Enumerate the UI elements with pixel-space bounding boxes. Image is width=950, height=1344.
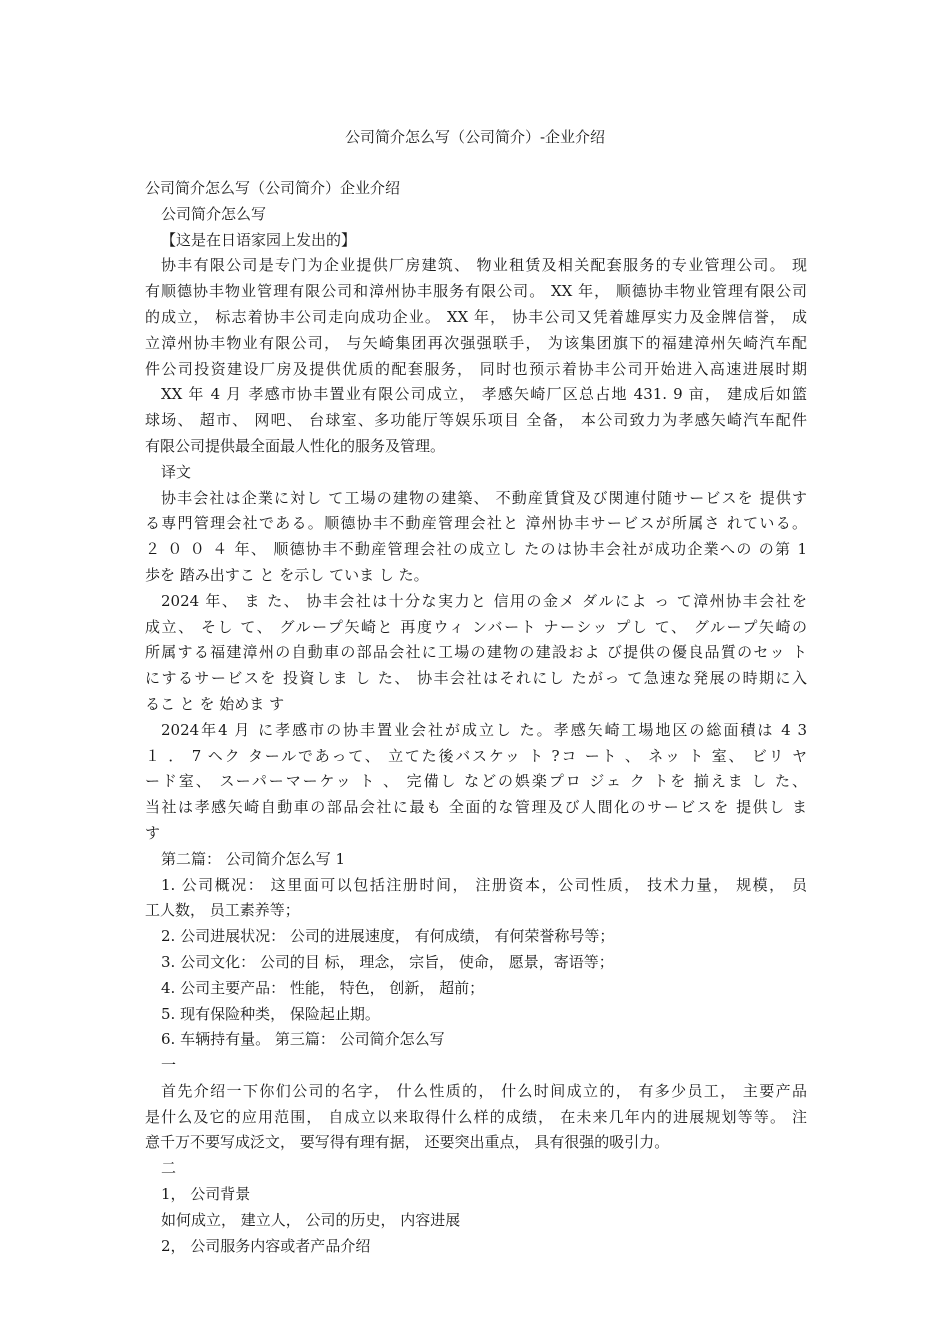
paragraph-line: 2， 公司服务内容或者产品介绍 bbox=[161, 1236, 371, 1255]
document-body bbox=[145, 176, 807, 1259]
paragraph-line: 意千万不要写成泛文， 要写得有理有据， 还要突出重点， 具有很强的吸引力。 bbox=[145, 1133, 670, 1152]
paragraph-line: 立漳州协丰物业有限公司， 与矢崎集团再次强强联手， 为该集团旗下的福建漳州矢崎汽车配 bbox=[145, 333, 807, 352]
paragraph-line: ２ ０ ０ ４ 年、 顺德协丰不動産管理会社の成立し たのは协丰会社が成功企業への の第 1 bbox=[145, 540, 807, 559]
paragraph-line: 协丰会社は企業に対し て工場の建物の建築、 不動産賃貸及び関連付随サービスを 提供す bbox=[161, 488, 807, 507]
paragraph-line: 2024 年、 ま た、 协丰会社は十分な実力と 信用の金メ ダルによ っ て漳州协丰会社を bbox=[161, 591, 807, 610]
paragraph-line: 首先介绍一下你们公司的名字， 什么性质的， 什么时间成立的， 有多少员工， 主要产品 bbox=[161, 1081, 807, 1100]
paragraph-line: る専門管理会社である。顺德协丰不動産管理会社と 漳州协丰サービスが所属さ れている。 bbox=[145, 514, 807, 533]
paragraph-line: 5. 现有保险种类， 保险起止期。 bbox=[161, 1004, 380, 1023]
paragraph-line: 如何成立， 建立人， 公司的历史， 内容进展 bbox=[161, 1210, 461, 1229]
paragraph-line: 歩を 踏み出すこ と を示し ていま し た。 bbox=[145, 565, 429, 584]
paragraph-line: るこ と を 始めま す bbox=[145, 694, 285, 713]
paragraph-line: 公司简介怎么写 bbox=[161, 204, 267, 223]
paragraph-line: 2024年4 月 に孝感市の协丰置业会社が成立し た。孝感矢崎工場地区の総面積は 4 3 bbox=[161, 720, 807, 739]
paragraph-line: 是什么及它的应用范围， 自成立以来取得什么样的成绩， 在未来几年内的进展规划等等。 注 bbox=[145, 1107, 807, 1126]
paragraph-line: 译文 bbox=[161, 462, 192, 481]
paragraph-line: にするサービスを 投資しま し た、 协丰会社はそれにし たがっ て急速な発展の時期に入 bbox=[145, 669, 807, 688]
paragraph-line: 球场、 超市、 网吧、 台球室、多功能厅等娱乐项目 全备， 本公司致力为孝感矢崎汽车配件 bbox=[145, 411, 807, 430]
paragraph-line: 1， 公司背景 bbox=[161, 1185, 251, 1204]
paragraph-line: 所属する福建漳州の自動車の部品会社に工場の建物の建設およ び提供の優良品質のセッ ト bbox=[145, 643, 807, 662]
paragraph-line: 成立、 そし て、 グループ矢崎と 再度ウィ ンバート ナーシッ プし て、 グループ矢崎の bbox=[145, 617, 807, 636]
paragraph-line: ード室、 スーパーマーケッ ト 、 完備し などの娯楽プロ ジェ ク トを 揃えま し た、 bbox=[145, 772, 807, 791]
paragraph-line: 第二篇： 公司简介怎么写 1 bbox=[161, 849, 346, 868]
paragraph-line: 的成立， 标志着协丰公司走向成功企业。 XX 年， 协丰公司又凭着雄厚实力及金牌信誉， 成 bbox=[145, 307, 807, 326]
paragraph-line: 有顺德协丰物业管理有限公司和漳州协丰服务有限公司。 XX 年， 顺德协丰物业管理有限公司 bbox=[145, 282, 807, 301]
paragraph-line: 当社は孝感矢崎自動車の部品会社に最も 全面的な管理及び人間化のサービスを 提供し ま bbox=[145, 798, 807, 817]
paragraph-line: 6. 车辆持有量。 第三篇： 公司简介怎么写 bbox=[161, 1030, 445, 1049]
paragraph-line: 公司简介怎么写（公司简介）企业介绍 bbox=[145, 179, 401, 197]
paragraph-line: 【这是在日语家园上发出的】 bbox=[161, 230, 357, 249]
paragraph-line: 1. 公司概况： 这里面可以包括注册时间， 注册资本，公司性质， 技术力量， 规模， 员 bbox=[161, 875, 807, 894]
paragraph-line: 工人数， 员工素养等； bbox=[145, 901, 300, 920]
paragraph-line: 一 bbox=[161, 1056, 177, 1075]
paragraph-line: 协丰有限公司是专门为企业提供厂房建筑、 物业租赁及相关配套服务的专业管理公司。 现 bbox=[161, 256, 807, 275]
paragraph-line: 2. 公司进展状况： 公司的进展速度， 有何成绩， 有何荣誉称号等； bbox=[161, 927, 615, 946]
paragraph-line: 有限公司提供最全面最人性化的服务及管理。 bbox=[145, 436, 446, 455]
paragraph-line: す bbox=[145, 823, 161, 842]
paragraph-line: 3. 公司文化： 公司的目 标， 理念， 宗旨， 使命， 愿景，寄语等； bbox=[161, 952, 614, 971]
paragraph-line: 4. 公司主要产品： 性能， 特色， 创新， 超前； bbox=[161, 978, 485, 997]
paragraph-line: １ ． 7 ヘク タールであって、 立てた後バスケッ ト ?コ ート 、 ネッ ト 室、 ビリ ヤ bbox=[145, 746, 807, 765]
paragraph-line: XX 年 4 月 孝感市协丰置业有限公司成立， 孝感矢崎厂区总占地 431. 9 亩， 建成后如篮 bbox=[161, 385, 807, 404]
paragraph-line: 件公司投资建设厂房及提供优质的配套服务， 同时也预示着协丰公司开始进入高速进展时期 bbox=[145, 359, 807, 378]
document-title: 公司简介怎么写（公司简介）-企业介绍 bbox=[344, 128, 606, 146]
paragraph-line: 二 bbox=[161, 1159, 177, 1178]
